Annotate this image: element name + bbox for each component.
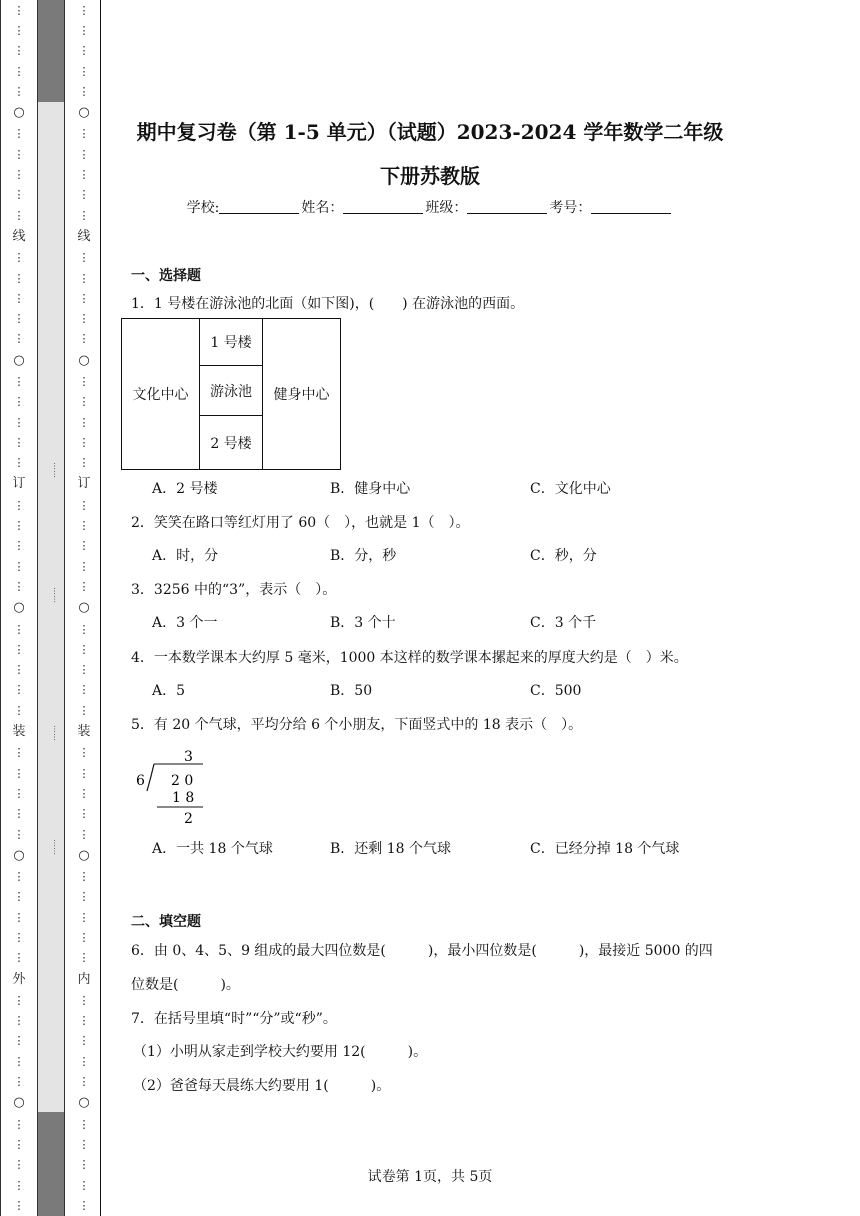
binding-dot: ⋮ (13, 870, 25, 884)
school-blank[interactable] (219, 199, 299, 214)
question-7-1: （1）小明从家走到学校大约要用 12( )。 (133, 1044, 428, 1060)
binding-bar (37, 0, 65, 1216)
binding-dot: ⋮ (78, 498, 90, 512)
binding-dot: ⋮ (13, 208, 25, 222)
binding-dot: ⋮ (13, 1198, 25, 1212)
binding-dot: ⋮ (78, 23, 90, 37)
binding-dot: ⋮ (13, 168, 25, 182)
binding-dot: ⋮ (78, 435, 90, 449)
q1-option-a[interactable]: A．2 号楼 (152, 481, 218, 497)
q5-option-c[interactable]: C．已经分掉 18 个气球 (530, 841, 680, 857)
binding-dot: ⋮ (13, 127, 25, 141)
binding-dot: ⋮ (78, 1054, 90, 1068)
binding-marker: 线 (77, 228, 91, 244)
binding-dot: ⋮ (78, 663, 90, 677)
binding-dot: ⋮ (13, 1117, 25, 1131)
binding-dot: ⋮ (13, 951, 25, 965)
q5-option-b[interactable]: B．还剩 18 个气球 (330, 841, 452, 857)
binding-bar-bottom-shade (38, 1112, 64, 1216)
q1-option-b[interactable]: B．健身中心 (330, 481, 411, 497)
q1-option-c[interactable]: C．文化中心 (530, 481, 611, 497)
name-blank[interactable] (343, 199, 423, 214)
binding-dot: ⋮ (13, 1137, 25, 1151)
diagram-cell-center: 游泳池 (210, 383, 252, 400)
question-7-2: （2）爸爸每天晨练大约要用 1( )。 (133, 1078, 391, 1094)
diagram-cell-north: 1 号楼 (210, 335, 252, 351)
binding-marker: 订 (12, 476, 26, 492)
binding-dot: ⋮ (78, 84, 90, 98)
q4-option-c[interactable]: C．500 (530, 683, 582, 699)
binding-dot: ⋮ (78, 291, 90, 305)
binding-dot: ⋮ (78, 931, 90, 944)
binding-dot: ⋮ (13, 312, 25, 326)
binding-dot: ⋮ (78, 890, 90, 904)
binding-dot: ⋮ (78, 1117, 90, 1131)
section-heading-choice: 一、选择题 (131, 268, 201, 284)
diagram-cell-west: 文化中心 (132, 387, 189, 403)
binding-dot: ⋮ (78, 208, 90, 222)
long-division-figure (135, 745, 215, 829)
binding-dot: ⋮ (78, 395, 90, 409)
binding-dot: ⋮ (78, 870, 90, 884)
binding-dot: ⋮ (13, 23, 25, 37)
binding-dot: ⋮ (13, 622, 25, 636)
binding-dot: ⋮ (13, 559, 25, 573)
binding-dot: ⋮ (13, 642, 25, 656)
question-6-line2: 位数是( )。 (131, 977, 240, 993)
division-product: 1 8 (172, 790, 195, 806)
binding-dot: ⋮ (13, 746, 25, 760)
binding-dot: ⋮ (13, 271, 25, 285)
binding-dot: ⋮ (13, 931, 25, 944)
binding-dot: ⋮ (78, 332, 90, 346)
binding-dot: ⋮ (78, 188, 90, 202)
binding-dot: ⋮ (13, 1034, 25, 1048)
binding-dot: ⋮ (13, 579, 25, 593)
binding-dot: ⋮ (13, 251, 25, 265)
binding-dot: ⋮ (78, 579, 90, 593)
binding-dot: ⋮ (78, 746, 90, 760)
question-7: 7．在括号里填“时”“分”或“秒”。 (131, 1011, 337, 1027)
binding-dot: ⋮ (13, 291, 25, 305)
binding-dot: ⋮ (78, 64, 90, 78)
question-4: 4．一本数学课本大约厚 5 毫米，1000 本这样的数学课本摞起来的厚度大约是（ ）米。 (131, 650, 688, 666)
binding-dot: ⋮ (13, 147, 25, 161)
binding-dot: ⋮ (13, 332, 25, 346)
student-info-line (110, 197, 750, 217)
binding-marker: 装 (77, 724, 91, 740)
class-blank[interactable] (467, 199, 547, 214)
binding-bar-mark: …… (52, 725, 61, 741)
binding-dot: ⋮ (78, 786, 90, 800)
q3-option-c[interactable]: C．3 个千 (530, 615, 597, 631)
binding-dot: ⋮ (13, 415, 25, 429)
q2-option-c[interactable]: C．秒，分 (530, 548, 597, 564)
binding-marker: ○ (78, 352, 90, 368)
division-bracket (147, 764, 154, 791)
diagram-cell-east: 健身中心 (273, 387, 330, 403)
binding-marker: 外 (12, 971, 26, 987)
binding-dot: ⋮ (78, 415, 90, 429)
binding-marker: ○ (78, 105, 90, 121)
page-title-line1: 期中复习卷（第 1-5 单元）（试题）2023-2024 学年数学二年级 (136, 120, 724, 144)
binding-dot: ⋮ (78, 559, 90, 573)
binding-dot: ⋮ (78, 127, 90, 141)
q3-option-a[interactable]: A．3 个一 (152, 615, 218, 631)
q3-option-b[interactable]: B．3 个十 (330, 615, 396, 631)
class-label: 班级： (425, 200, 468, 216)
binding-marker: ○ (78, 847, 90, 863)
binding-dot: ⋮ (78, 951, 90, 965)
binding-marker: 装 (12, 724, 26, 740)
binding-dot: ⋮ (13, 64, 25, 78)
binding-dot: ⋮ (78, 271, 90, 285)
location-diagram (121, 318, 341, 470)
binding-dot: ⋮ (78, 251, 90, 265)
school-label: 学校: (186, 200, 220, 216)
binding-dot: ⋮ (13, 519, 25, 533)
binding-marker: 订 (77, 476, 91, 492)
question-6-line1: 6．由 0、4、5、9 组成的最大四位数是( )，最小四位数是( )，最接近 5000 的四 (131, 943, 713, 959)
binding-dot: ⋮ (78, 642, 90, 656)
binding-dot: ⋮ (78, 1075, 90, 1089)
binding-marker: ○ (13, 1095, 25, 1111)
binding-dot: ⋮ (78, 993, 90, 1007)
binding-dot: ⋮ (13, 827, 25, 841)
binding-dot: ⋮ (78, 683, 90, 697)
binding-bar-mark: …… (52, 462, 61, 478)
binding-dot: ⋮ (78, 456, 90, 470)
binding-dot: ⋮ (78, 147, 90, 161)
binding-marker: 内 (77, 971, 91, 987)
division-dividend: 2 0 (171, 773, 194, 789)
binding-dot: ⋮ (13, 539, 25, 553)
binding-dot: ⋮ (13, 395, 25, 409)
binding-dot: ⋮ (13, 498, 25, 512)
binding-bar-mark: …… (52, 839, 61, 855)
binding-dot: ⋮ (78, 910, 90, 924)
binding-dot: ⋮ (78, 1034, 90, 1048)
outer-binding-column (12, 0, 26, 1216)
binding-bar-top-shade (38, 0, 64, 102)
binding-dot: ⋮ (13, 188, 25, 202)
binding-dot: ⋮ (78, 622, 90, 636)
binding-dot: ⋮ (13, 703, 25, 717)
binding-dot: ⋮ (13, 1075, 25, 1089)
binding-dot: ⋮ (78, 1014, 90, 1028)
binding-dot: ⋮ (13, 1014, 25, 1028)
page-title-line2: 下册苏教版 (380, 164, 480, 188)
inner-binding-column (77, 0, 91, 1216)
binding-marker: ○ (13, 847, 25, 863)
question-1: 1．1 号楼在游泳池的北面（如下图)，( ) 在游泳池的西面。 (131, 296, 525, 312)
binding-dot: ⋮ (78, 766, 90, 780)
binding-dot: ⋮ (13, 456, 25, 470)
binding-dot: ⋮ (13, 890, 25, 904)
question-3: 3．3256 中的“3”，表示（ ）。 (131, 582, 337, 598)
binding-dot: ⋮ (78, 703, 90, 717)
binding-dot: ⋮ (13, 84, 25, 98)
binding-dot: ⋮ (13, 786, 25, 800)
binding-marker: 线 (12, 228, 26, 244)
section-heading-fill: 二、填空题 (131, 914, 201, 930)
binding-marker: ○ (13, 352, 25, 368)
division-remainder: 2 (184, 811, 193, 827)
binding-marker: ○ (13, 105, 25, 121)
binding-dot: ⋮ (78, 827, 90, 841)
binding-dot: ⋮ (78, 312, 90, 326)
binding-dot: ⋮ (78, 1137, 90, 1151)
binding-dot: ⋮ (78, 374, 90, 388)
division-divisor: 6 (136, 773, 145, 789)
binding-dot: ⋮ (13, 1054, 25, 1068)
q2-option-a[interactable]: A．时，分 (152, 548, 219, 564)
binding-dot: ⋮ (13, 44, 25, 58)
binding-dot: ⋮ (78, 168, 90, 182)
binding-dot: ⋮ (13, 910, 25, 924)
binding-dot: ⋮ (78, 1158, 90, 1172)
margin-line (100, 0, 101, 1216)
name-label: 姓名： (301, 200, 344, 216)
binding-dot: ⋮ (78, 807, 90, 821)
binding-dot: ⋮ (78, 519, 90, 533)
diagram-cell-south: 2 号楼 (210, 435, 252, 452)
binding-dot: ⋮ (13, 993, 25, 1007)
binding-marker: ○ (13, 600, 25, 616)
binding-dot: ⋮ (13, 1158, 25, 1172)
binding-dot: ⋮ (78, 539, 90, 553)
binding-dot: ⋮ (13, 766, 25, 780)
exam-no-label: 考号： (549, 200, 592, 216)
binding-dot: ⋮ (13, 374, 25, 388)
binding-dot: ⋮ (13, 683, 25, 697)
q5-option-a[interactable]: A．一共 18 个气球 (152, 841, 273, 857)
question-2: 2．笑笑在路口等红灯用了 60（ ），也就是 1（ ）。 (131, 515, 470, 531)
binding-dot: ⋮ (13, 1178, 25, 1192)
binding-dot: ⋮ (78, 1198, 90, 1212)
binding-dot: ⋮ (13, 663, 25, 677)
binding-dot: ⋮ (78, 1178, 90, 1192)
division-quotient: 3 (184, 749, 193, 765)
page-footer: 试卷第 1页，共 5页 (367, 1169, 493, 1185)
binding-dot: ⋮ (78, 3, 90, 17)
binding-dot: ⋮ (13, 435, 25, 449)
q4-option-b[interactable]: B．50 (330, 683, 373, 699)
q2-option-b[interactable]: B．分，秒 (330, 548, 397, 564)
q4-option-a[interactable]: A．5 (152, 683, 186, 699)
question-5: 5．有 20 个气球，平均分给 6 个小朋友，下面竖式中的 18 表示（ ）。 (131, 717, 583, 733)
binding-bar-mark: …… (52, 587, 61, 603)
binding-dot: ⋮ (78, 44, 90, 58)
exam-no-blank[interactable] (591, 199, 671, 214)
gutter-border (0, 0, 1, 1216)
binding-dot: ⋮ (13, 3, 25, 17)
binding-marker: ○ (78, 1095, 90, 1111)
binding-dot: ⋮ (13, 807, 25, 821)
binding-marker: ○ (78, 600, 90, 616)
